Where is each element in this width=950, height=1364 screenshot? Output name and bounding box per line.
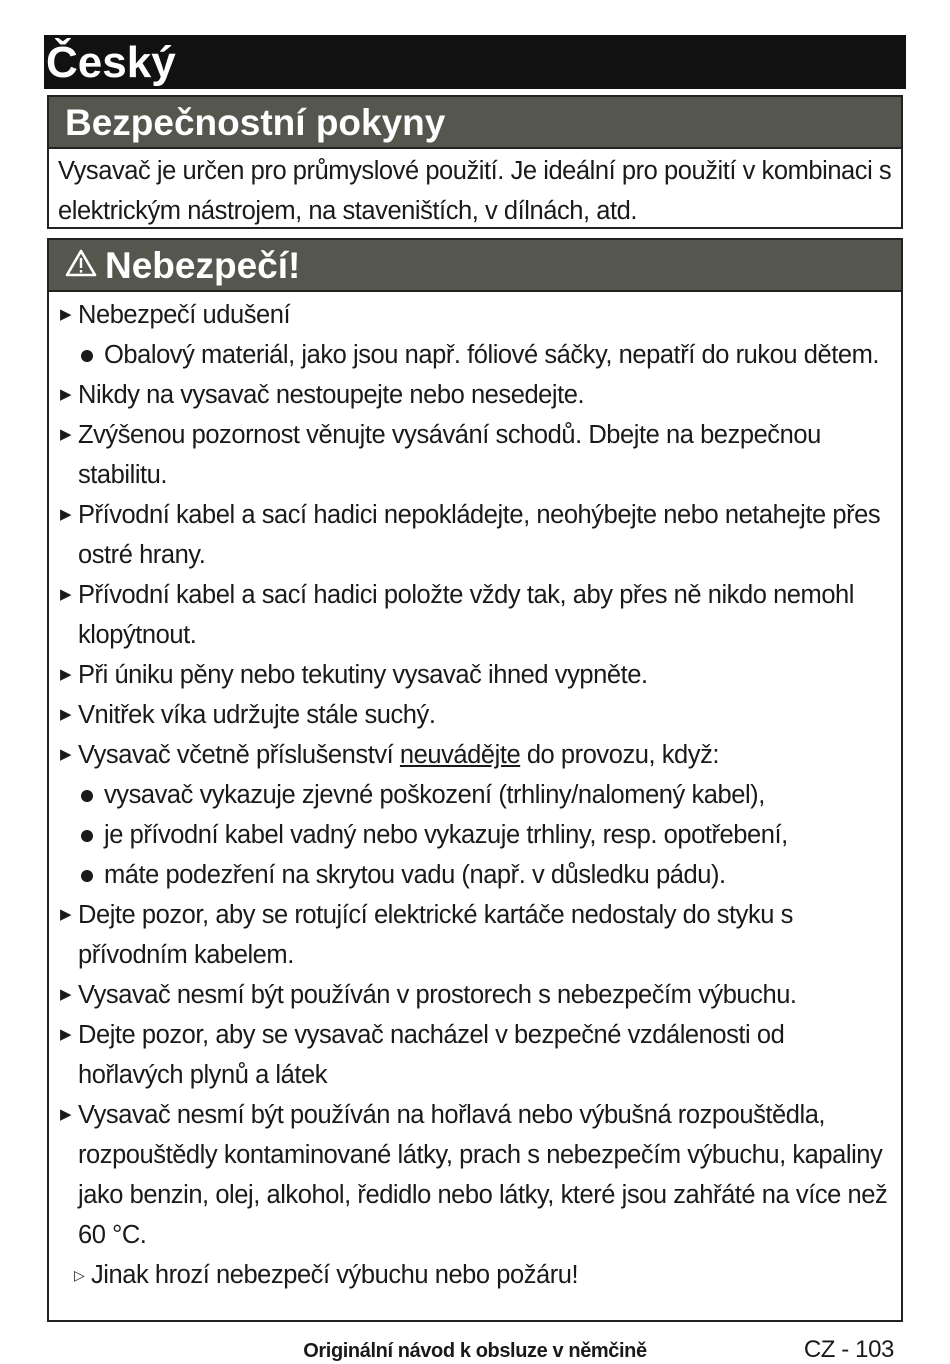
safety-instructions-title: Bezpečnostní pokyny [49, 97, 901, 149]
danger-title: Nebezpečí! [105, 245, 301, 286]
list-item: ▶ Dejte pozor, aby se rotující elektrické kartáče nedostaly do styku s přívodním kabelem. [49, 895, 901, 975]
arrow-bullet-icon: ▶ [60, 746, 72, 763]
list-item: ▶ Přívodní kabel a sací hadici položte vždy tak, aby přes ně nikdo nemohl klopýtnout. [49, 575, 901, 655]
list-item: ▶ Vnitřek víka udržujte stále suchý. [49, 695, 901, 735]
safety-instructions-box [47, 95, 903, 229]
list-item: ▶ Nebezpečí udušení [49, 295, 901, 335]
sub-list-item: Obalový materiál, jako jsou např. fóliové sáčky, nepatří do rukou dětem. [49, 335, 901, 375]
list-item: ▶ Při úniku pěny nebo tekutiny vysavač ihned vypněte. [49, 655, 901, 695]
arrow-bullet-icon: ▶ [60, 706, 72, 723]
arrow-bullet-icon: ▶ [60, 666, 72, 683]
arrow-bullet-icon: ▶ [60, 386, 72, 403]
language-header: Český [44, 35, 906, 89]
dot-bullet-icon [81, 350, 93, 362]
arrow-bullet-icon: ▶ [60, 1026, 72, 1043]
sub-list-item: je přívodní kabel vadný nebo vykazuje trhliny, resp. opotřebení, [49, 815, 901, 855]
sub-list-item: máte podezření na skrytou vadu (např. v důsledku pádu). [49, 855, 901, 895]
hollow-arrow-icon: ▷ [74, 1267, 85, 1283]
arrow-bullet-icon: ▶ [60, 426, 72, 443]
list-item: ▶ Dejte pozor, aby se vysavač nacházel v bezpečné vzdálenosti od hořlavých plynů a látek [49, 1015, 901, 1095]
dot-bullet-icon [81, 830, 93, 842]
safety-intro-text: Vysavač je určen pro průmyslové použití. Je ideální pro použití v kombinaci s elektrickým nástrojem, na staveništích, v dílnách, atd. [58, 157, 892, 225]
danger-header [49, 240, 901, 292]
arrow-bullet-icon: ▶ [60, 506, 72, 523]
warning-triangle-icon [65, 239, 97, 291]
danger-box [47, 238, 903, 1322]
dot-bullet-icon [81, 790, 93, 802]
arrow-bullet-icon: ▶ [60, 1106, 72, 1123]
page-number: CZ - 103 [803, 1336, 894, 1363]
arrow-bullet-icon: ▶ [60, 986, 72, 1003]
list-item: ▶ Vysavač nesmí být používán na hořlavá nebo výbušná rozpouštědla, rozpouštědly kontaminované látky, prach s nebezpečím výbuchu, kapaliny jako benzin, olej, alkohol, ředidlo nebo látky, které jsou zahřáté na více než 60 °C. [49, 1095, 901, 1255]
arrow-bullet-icon: ▶ [60, 306, 72, 323]
footer-manual-note: Originální návod k obsluze v němčině [303, 1340, 647, 1362]
list-item: ▶ Přívodní kabel a sací hadici nepokládejte, neohýbejte nebo netahejte přes ostré hrany. [49, 495, 901, 575]
dot-bullet-icon [81, 870, 93, 882]
list-item: ▶ Vysavač včetně příslušenství neuvádějte do provozu, když: [49, 735, 901, 775]
list-item: ▶ Zvýšenou pozornost věnujte vysávání schodů. Dbejte na bezpečnou stabilitu. [49, 415, 901, 495]
danger-list [49, 292, 901, 1295]
list-item: ▶ Nikdy na vysavač nestoupejte nebo nesedejte. [49, 375, 901, 415]
sub-list-item: vysavač vykazuje zjevné poškození (trhliny/nalomený kabel), [49, 775, 901, 815]
list-item: ▶ Vysavač nesmí být používán v prostorech s nebezpečím výbuchu. [49, 975, 901, 1015]
arrow-bullet-icon: ▶ [60, 906, 72, 923]
arrow-bullet-icon: ▶ [60, 586, 72, 603]
consequence-note: ▷ Jinak hrozí nebezpečí výbuchu nebo požáru! [49, 1255, 901, 1295]
underlined-word: neuvádějte [399, 741, 521, 769]
